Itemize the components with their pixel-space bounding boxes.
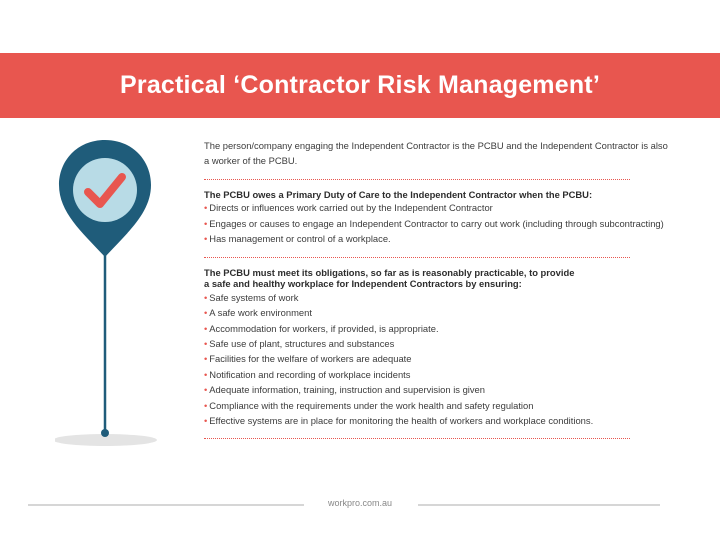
list-item-text: Directs or influences work carried out by the Independent Contractor bbox=[209, 202, 493, 214]
bullet: • bbox=[204, 415, 208, 427]
list-item bbox=[204, 398, 674, 413]
bullet: • bbox=[204, 353, 208, 365]
bullet: • bbox=[204, 202, 208, 214]
page-title: Practical ‘Contractor Risk Management’ bbox=[120, 71, 600, 99]
list-item-text: A safe work environment bbox=[209, 307, 312, 319]
list-item bbox=[204, 231, 674, 246]
list-item bbox=[204, 290, 674, 305]
pin-base bbox=[101, 429, 109, 437]
obligations-list bbox=[204, 290, 674, 429]
obligations-heading-line-2: a safe and healthy workplace for Independent Contractors by ensuring: bbox=[204, 278, 522, 290]
list-item-text: Safe systems of work bbox=[209, 291, 299, 303]
duty-heading: The PCBU owes a Primary Duty of Care to the Independent Contractor when the PCBU: bbox=[204, 188, 593, 200]
footer-website: workpro.com.au bbox=[327, 498, 393, 508]
list-item bbox=[204, 351, 674, 366]
list-item bbox=[204, 216, 674, 231]
footer-rule-left bbox=[28, 504, 304, 506]
list-item-text: Compliance with the requirements under the work health and safety regulation bbox=[209, 399, 534, 411]
list-item-text: Adequate information, training, instruction and supervision is given bbox=[209, 384, 485, 396]
map-pin-icon bbox=[55, 135, 165, 455]
list-item bbox=[204, 413, 674, 428]
list-item bbox=[204, 382, 674, 397]
divider bbox=[204, 179, 630, 180]
bullet: • bbox=[204, 338, 208, 350]
obligations-heading-line-1: The PCBU must meet its obligations, so far as is reasonably practicable, to provide bbox=[204, 266, 575, 278]
list-item-text: Facilities for the welfare of workers are adequate bbox=[209, 353, 412, 365]
intro-paragraph: The person/company engaging the Independent Contractor is the PCBU and the Independent Contractor is also a worker of the PCBU. bbox=[204, 140, 668, 167]
bullet: • bbox=[204, 233, 208, 245]
list-item-text: Engages or causes to engage an Independent Contractor to carry out work (including through subcontracting) bbox=[209, 217, 664, 229]
footer-rule-right bbox=[418, 504, 660, 506]
pin-inner-circle bbox=[73, 158, 137, 222]
list-item bbox=[204, 367, 674, 382]
bullet: • bbox=[204, 399, 208, 411]
bullet: • bbox=[204, 384, 208, 396]
duty-list bbox=[204, 200, 674, 246]
divider bbox=[204, 257, 630, 258]
list-item-text: Has management or control of a workplace. bbox=[209, 233, 391, 245]
bullet: • bbox=[204, 322, 208, 334]
list-item bbox=[204, 200, 674, 215]
content-area bbox=[204, 138, 674, 448]
title-banner bbox=[0, 53, 720, 118]
bullet: • bbox=[204, 368, 208, 380]
bullet: • bbox=[204, 217, 208, 229]
list-item bbox=[204, 305, 674, 320]
bullet: • bbox=[204, 307, 208, 319]
list-item-text: Effective systems are in place for monitoring the health of workers and workplace conditions. bbox=[209, 415, 594, 427]
list-item-text: Safe use of plant, structures and substances bbox=[209, 338, 395, 350]
list-item bbox=[204, 336, 674, 351]
divider bbox=[204, 438, 630, 439]
list-item bbox=[204, 321, 674, 336]
list-item-text: Notification and recording of workplace incidents bbox=[209, 368, 411, 380]
list-item-text: Accommodation for workers, if provided, is appropriate. bbox=[209, 322, 439, 334]
bullet: • bbox=[204, 291, 208, 303]
